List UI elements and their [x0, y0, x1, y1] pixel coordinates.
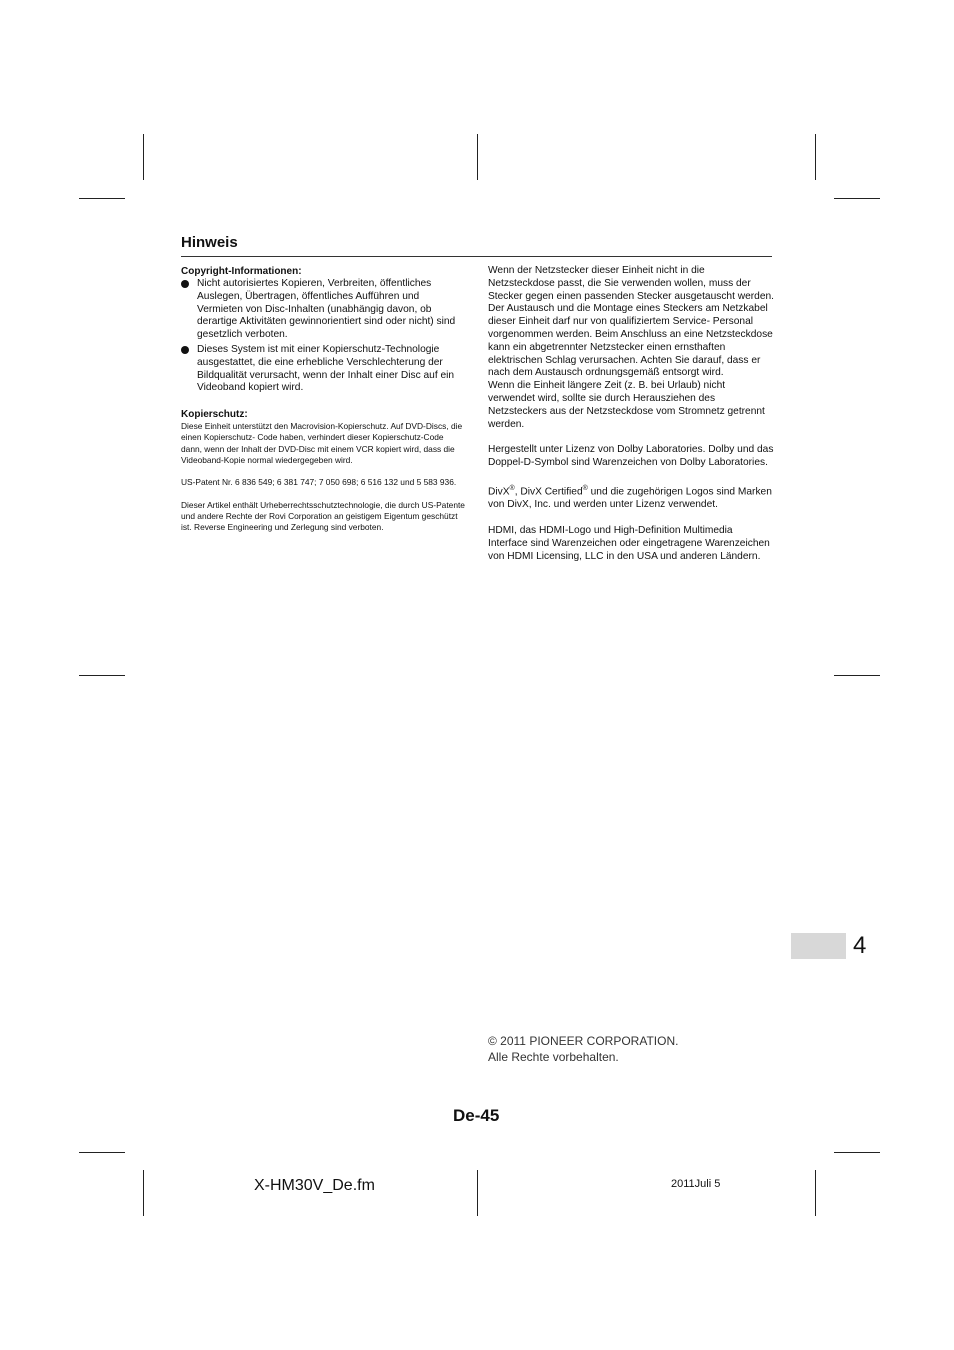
copyright-notice — [488, 1033, 678, 1065]
crop-mark — [815, 1170, 816, 1216]
crop-mark — [834, 675, 880, 676]
section-heading: Hinweis — [181, 234, 238, 251]
patent-text: US-Patent Nr. 6 836 549; 6 381 747; 7 050 698; 6 516 132 und 5 583 936. — [181, 477, 457, 488]
crop-mark — [477, 1170, 478, 1216]
hdmi-text: HDMI, das HDMI-Logo und High-Definition Multimedia Interface sind Warenzeichen oder eingetragene Warenzeichen von HDMI Licensing, LLC in den USA und anderen Ländern. — [488, 524, 770, 562]
left-column — [181, 265, 465, 534]
bullet-dot-icon — [181, 280, 189, 288]
copyright-info-title: Copyright-Informationen: — [181, 266, 302, 277]
copy-protection-text: Diese Einheit unterstützt den Macrovision-Kopierschutz. Auf DVD-Discs, die einen Kopierschutz- Code haben, verhindert dieser Kopierschutz-Code dann, wenn der Inhalt der DVD-Disc mit einem VCR kopiert wird, dass die Videoband-Kopie normal wiedergegeben wird. — [181, 421, 463, 466]
file-date: 2011Juli 5 — [671, 1178, 721, 1190]
bullet-item — [181, 278, 465, 342]
crop-mark — [143, 1170, 144, 1216]
file-name: X-HM30V_De.fm — [254, 1177, 375, 1194]
copyright-line: Alle Rechte vorbehalten. — [488, 1050, 619, 1064]
crop-mark — [79, 1152, 125, 1153]
crop-mark — [143, 134, 144, 180]
chapter-number: 4 — [853, 932, 867, 959]
plug-text: Wenn der Netzstecker dieser Einheit nicht in die Netzsteckdose passt, die Sie verwenden wollen, muss der Stecker gegen einen passenden Stecker ausgetauscht werden. Der Austausch und die Montage eines Steckers am Netzkabel dieser Einheit darf nur von qualifiziertem Service- Personal vorgenommen werden. Beim Anschluss an eine Netzsteckdose kann ein abgetrennter Netzstecker einen ernsthaften elektrischen Schlag verursachen. Achten Sie darauf, dass er nach dem Austausch ordnungsgemäß entsorgt wird. — [488, 265, 775, 379]
bullet-text: Nicht autorisiertes Kopieren, Verbreiten, öffentliches Auslegen, Übertragen, öffentliches Aufführen und Vermieten von Disc-Inhalten (unabhängig davon, ob derartige Aktivitäten gewinnorientiert sind oder nicht) sind gesetzlich verboten. — [197, 278, 456, 341]
right-column — [488, 265, 774, 563]
unplug-text: Wenn die Einheit längere Zeit (z. B. bei Urlaub) nicht verwendet wird, sollte sie durch Herausziehen des Netzsteckers aus der Netzsteckdose vom Stromnetz getrennt werden. — [488, 380, 765, 430]
bullet-text: Dieses System ist mit einer Kopierschutz-Technologie ausgestattet, die eine erhebliche Verschlechterung der Bildqualität verursacht, wenn der Inhalt einer Disc auf ein Videoband kopiert wird. — [197, 343, 455, 394]
chapter-tab — [791, 933, 846, 959]
crop-mark — [815, 134, 816, 180]
rovi-text: Dieser Artikel enthält Urheberrechtsschutztechnologie, die durch US-Patente und andere Rechte der Rovi Corporation an geistigem Eigentum geschützt ist. Reverse Engineering und Zerlegung sind verboten. — [181, 499, 465, 533]
copyright-line: © 2011 PIONEER CORPORATION. — [488, 1034, 679, 1048]
bullet-dot-icon — [181, 346, 189, 354]
dolby-text: Hergestellt unter Lizenz von Dolby Laboratories. Dolby und das Doppel-D-Symbol sind Warenzeichen von Dolby Laboratories. — [488, 444, 774, 469]
crop-mark — [79, 198, 125, 199]
page-number: De-45 — [453, 1106, 500, 1125]
divx-text: DivX®, DivX Certified® und die zugehörigen Logos sind Marken von DivX, Inc. und werden unter Lizenz verwendet. — [488, 484, 772, 511]
crop-mark — [834, 198, 880, 199]
copyright-bullets — [181, 278, 465, 395]
crop-mark — [79, 675, 125, 676]
bullet-item — [181, 344, 465, 395]
crop-mark — [477, 134, 478, 180]
copy-protection-title: Kopierschutz: — [181, 409, 248, 421]
heading-rule — [181, 256, 772, 257]
crop-mark — [834, 1152, 880, 1153]
